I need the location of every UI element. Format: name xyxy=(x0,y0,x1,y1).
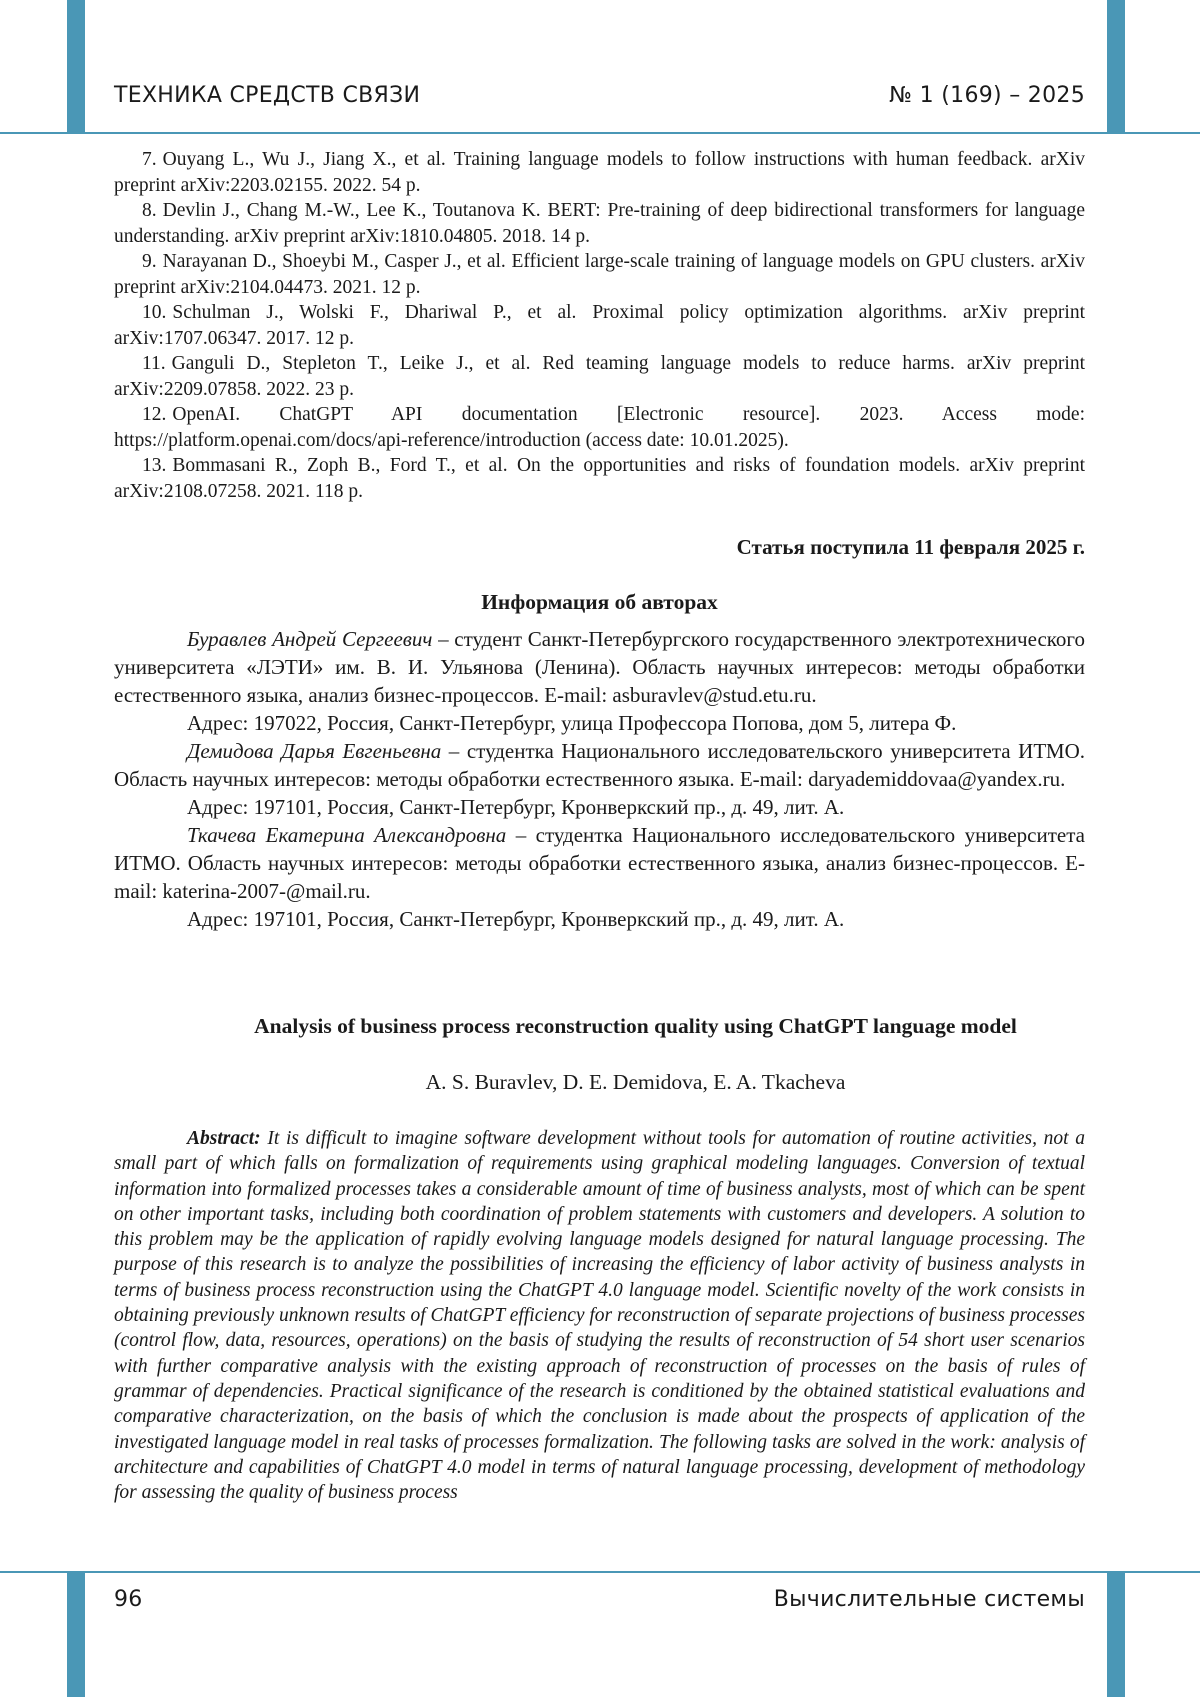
reference-item xyxy=(114,453,1085,504)
author-entry xyxy=(114,625,1085,709)
reference-item xyxy=(114,249,1085,300)
abstract xyxy=(114,1126,1085,1505)
reference-number: 9. xyxy=(142,251,157,272)
reference-number: 8. xyxy=(142,200,157,221)
issue-number: № 1 (169) – 2025 xyxy=(889,83,1085,108)
page-number: 96 xyxy=(114,1587,143,1612)
abstract-text: It is difficult to imagine software development without tools for automation of routine activities, not a small part of which falls on formalization of requirements using graphical modeling languages. Conversion of textual information into formalized processes takes a considerable amount of time of business analysts, most of which can be spent on other important tasks, including both coordination of problem statements with customers and developers. A solution to this problem may be the application of rapidly evolving language models designed for natural language processing. The purpose of this research is to analyze the possibilities of increasing the efficiency of labor activity of business analysts in terms of business process reconstruction using the ChatGPT 4.0 language model. Scientific novelty of the work consists in obtaining previously unknown results of ChatGPT efficiency for reconstruction of separate projections of business processes (control flow, data, resources, operations) on the basis of studying the results of reconstruction of 54 short user scenarios with further comparative analysis with the existing approach of reconstruction of processes on the basis of rules of grammar of dependencies. Practical significance of the research is conditioned by the obtained statistical evaluations and comparative characterization, on the basis of which the conclusion is made about the prospects of application of the investigated language model in real tasks of processes formalization. The following tasks are solved in the work: analysis of architecture and capabilities of ChatGPT 4.0 model in terms of natural language processing, development of methodology for assessing the quality of business process xyxy=(114,1128,1085,1504)
reference-number: 11. xyxy=(142,353,166,374)
author-name: Буравлев Андрей Сергеевич xyxy=(187,627,433,651)
reference-item xyxy=(114,147,1085,198)
reference-number: 12. xyxy=(142,404,167,425)
author-name: Ткачева Екатерина Александровна xyxy=(187,823,507,847)
decorative-bar-top-right xyxy=(1107,0,1125,133)
author-description: – студентка Национального исследовательского университета ИТМО. Область научных интересов: методы обработки естественного языка. E-mail: daryademiddovaa@yandex.ru. xyxy=(114,739,1085,791)
author-description: – студентка Национального исследовательского университета ИТМО. Область научных интересов: методы обработки естественного языка, анализ бизнес-процессов. E-mail: katerina-2007-@mail.ru. xyxy=(114,823,1085,903)
reference-number: 13. xyxy=(142,455,167,476)
reference-item xyxy=(114,402,1085,453)
journal-title: ТЕХНИКА СРЕДСТВ СВЯЗИ xyxy=(114,83,421,108)
authors-info xyxy=(114,625,1085,933)
author-entry xyxy=(114,737,1085,793)
reference-number: 10. xyxy=(142,302,167,323)
decorative-bar-bottom-right xyxy=(1107,1572,1125,1697)
author-address: Адрес: 197022, Россия, Санкт-Петербург, улица Профессора Попова, дом 5, литера Ф. xyxy=(187,711,957,735)
author-entry xyxy=(114,821,1085,905)
received-date: Статья поступила 11 февраля 2025 г. xyxy=(736,535,1085,559)
reference-item xyxy=(114,198,1085,249)
reference-text: Ganguli D., Stepleton T., Leike J., et al. Red teaming language models to reduce harms. arXiv preprint arXiv:2209.07858. 2022. 23 p. xyxy=(114,353,1085,400)
header-rule xyxy=(0,132,1200,134)
reference-text: Schulman J., Wolski F., Dhariwal P., et al. Proximal policy optimization algorithms. arXiv preprint arXiv:1707.06347. 2017. 12 p. xyxy=(114,302,1085,349)
reference-item xyxy=(114,351,1085,402)
reference-text: Devlin J., Chang M.-W., Lee K., Toutanova K. BERT: Pre-training of deep bidirectional transformers for language understanding. arXiv preprint arXiv:1810.04805. 2018. 14 p. xyxy=(114,200,1085,247)
reference-text: Bommasani R., Zoph B., Ford T., et al. On the opportunities and risks of foundation models. arXiv preprint arXiv:2108.07258. 2021. 118 p. xyxy=(114,455,1085,502)
decorative-bar-top-left xyxy=(67,0,85,133)
english-authors: A. S. Buravlev, D. E. Demidova, E. A. Tkacheva xyxy=(425,1070,846,1094)
reference-list xyxy=(114,147,1085,504)
author-address: Адрес: 197101, Россия, Санкт-Петербург, Кронверкский пр., д. 49, лит. А. xyxy=(187,907,845,931)
abstract-label: Abstract: xyxy=(187,1128,261,1149)
reference-item xyxy=(114,300,1085,351)
author-address: Адрес: 197101, Россия, Санкт-Петербург, Кронверкский пр., д. 49, лит. А. xyxy=(187,795,845,819)
authors-heading: Информация об авторах xyxy=(481,590,718,614)
section-name: Вычислительные системы xyxy=(773,1587,1085,1612)
author-name: Демидова Дарья Евгеньевна xyxy=(187,739,442,763)
footer-rule xyxy=(0,1571,1200,1573)
reference-text: OpenAI. ChatGPT API documentation [Electronic resource]. 2023. Access mode: https://platform.openai.com/docs/api-reference/introduction (access date: 10.01.2025). xyxy=(114,404,1085,451)
reference-text: Ouyang L., Wu J., Jiang X., et al. Training language models to follow instructions with human feedback. arXiv preprint arXiv:2203.02155. 2022. 54 p. xyxy=(114,149,1085,196)
author-description: – студент Санкт-Петербургского государственного электротехнического университета «ЛЭТИ» им. В. И. Ульянова (Ленина). Область научных интересов: методы обработки естественного языка, анализ бизнес-процессов. E-mail: asburavlev@stud.etu.ru. xyxy=(114,627,1085,707)
decorative-bar-bottom-left xyxy=(67,1572,85,1697)
reference-number: 7. xyxy=(142,149,157,170)
english-title: Analysis of business process reconstruction quality using ChatGPT language model xyxy=(254,1014,1017,1038)
reference-text: Narayanan D., Shoeybi M., Casper J., et al. Efficient large-scale training of language models on GPU clusters. arXiv preprint arXiv:2104.04473. 2021. 12 p. xyxy=(114,251,1085,298)
